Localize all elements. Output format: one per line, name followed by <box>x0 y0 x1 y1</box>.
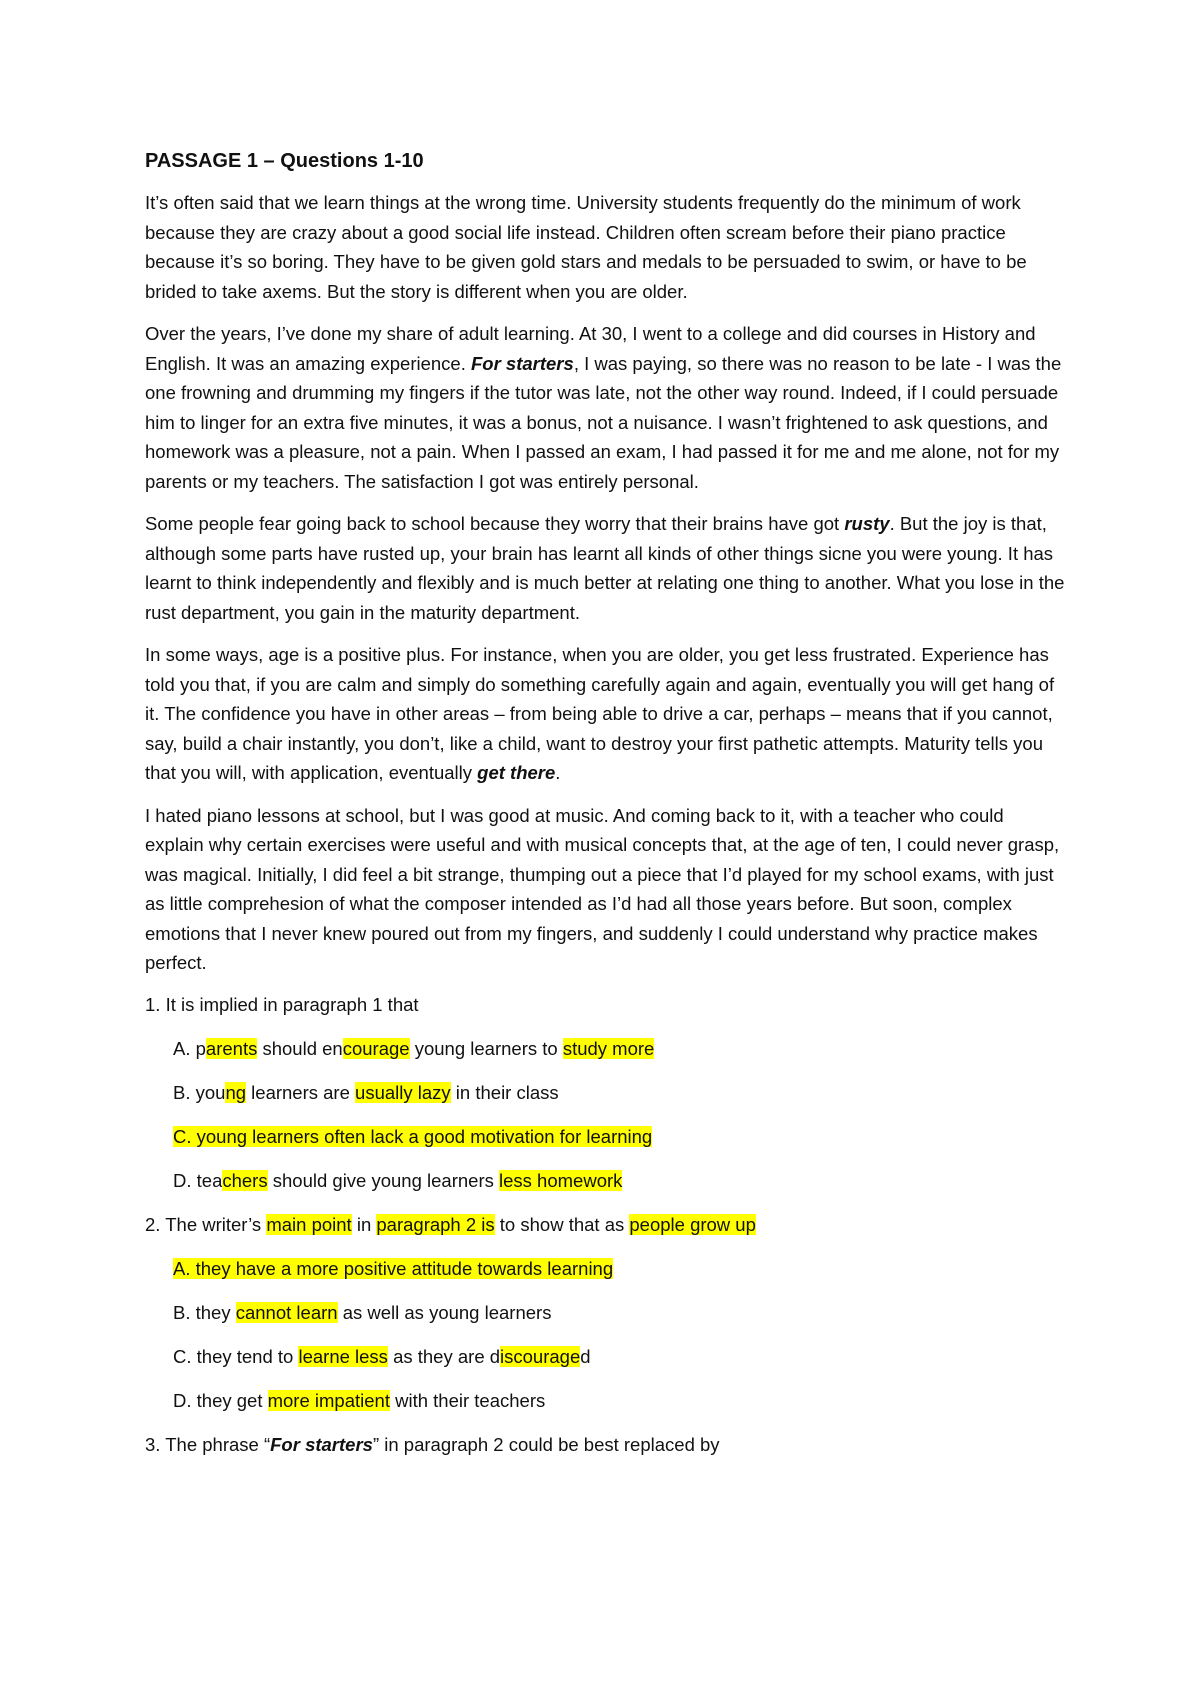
question-2-option-a <box>173 1255 1065 1283</box>
option-text: B. you <box>173 1081 226 1103</box>
option-text: young learners to <box>409 1037 563 1059</box>
question-1-option-b <box>173 1079 1065 1107</box>
option-text: A. p <box>173 1037 206 1059</box>
highlighted-answer: A. they have a more positive attitude towards learning <box>173 1257 614 1279</box>
emphasis-for-starters: For starters <box>470 352 574 374</box>
question-2-option-b <box>173 1299 1065 1327</box>
question-1-option-a <box>173 1035 1065 1063</box>
highlight: less homework <box>499 1169 623 1191</box>
highlighted-answer: C. young learners often lack a good motivation for learning <box>173 1125 653 1147</box>
highlight: main point <box>266 1213 352 1235</box>
paragraph-1: It’s often said that we learn things at the wrong time. University students frequently do the minimum of work because they are crazy about a good social life instead. Children often scream before their piano practice because it’s so boring. They have to be given gold stars and medals to be persuaded to swim, or have to be brided to take axems. But the story is different when you are older. <box>145 192 1027 302</box>
question-3-stem <box>145 1431 1065 1459</box>
option-text: learners are <box>246 1081 356 1103</box>
paragraph-4 <box>145 640 1065 788</box>
stem-text: 2. The writer’s <box>145 1213 267 1235</box>
option-text: as they are d <box>387 1345 501 1367</box>
highlight: more impatient <box>267 1389 390 1411</box>
question-2-option-c <box>173 1343 1065 1371</box>
highlight: cannot learn <box>235 1301 338 1323</box>
option-text: should en <box>257 1037 343 1059</box>
option-text: should give young learners <box>267 1169 500 1191</box>
emphasis-get-there: get there <box>477 762 556 783</box>
paragraph-2-text-a: Over the years, I’ve done my share of adult learning. At 30, I went to a college and did courses in History and English. It was an amazing experience. <box>145 323 1036 374</box>
stem-text: 3. The phrase “ <box>145 1433 271 1455</box>
option-text: C. they tend to <box>173 1345 299 1367</box>
paragraph-4-text-a: In some ways, age is a positive plus. For instance, when you are older, you get less frustrated. Experience has told you that, if you are calm and simply do something carefully again and again, eventually you will get hang of it. The confidence you have in other areas – from being able to drive a car, perhaps – means that if you cannot, say, build a chair instantly, you don’t, like a child, want to destroy your first pathetic attempts. Maturity tells you that you will, with application, eventually <box>145 644 1055 783</box>
option-text: in their class <box>450 1081 559 1103</box>
question-1-stem: 1. It is implied in paragraph 1 that <box>145 993 419 1015</box>
highlight: chers <box>222 1169 268 1191</box>
emphasis-rusty: rusty <box>844 513 890 534</box>
emphasis-for-starters: For starters <box>270 1433 373 1455</box>
document-content <box>145 148 1065 1475</box>
passage-title: PASSAGE 1 – Questions 1-10 <box>145 150 424 172</box>
stem-text: ” in paragraph 2 could be best replaced by <box>372 1433 720 1455</box>
highlight: people grow up <box>629 1213 756 1235</box>
option-text: D. they get <box>173 1389 268 1411</box>
highlight: courage <box>342 1037 410 1059</box>
highlight: study more <box>562 1037 655 1059</box>
highlight: usually lazy <box>355 1081 451 1103</box>
question-1-option-c <box>173 1123 1065 1151</box>
option-text: B. they <box>173 1301 236 1323</box>
paragraph-4-text-b: . <box>555 762 561 783</box>
paragraph-2 <box>145 319 1065 496</box>
paragraph-3-text-a: Some people fear going back to school because they worry that their brains have got <box>145 513 845 534</box>
highlight: ng <box>225 1081 247 1103</box>
option-text: d <box>580 1345 591 1367</box>
question-1-option-d <box>173 1167 1065 1195</box>
paragraph-3 <box>145 509 1065 627</box>
stem-text: to show that as <box>494 1213 630 1235</box>
question-2-option-d <box>173 1387 1065 1415</box>
option-text: as well as young learners <box>337 1301 552 1323</box>
highlight: iscourage <box>500 1345 581 1367</box>
highlight: learne less <box>298 1345 388 1367</box>
stem-text: in <box>351 1213 377 1235</box>
question-2-stem <box>145 1211 1065 1239</box>
paragraph-2-text-b: , I was paying, so there was no reason to be late - I was the one frowning and drumming my fingers if the tutor was late, not the other way round. Indeed, if I could persuade him to linger for an extra five minutes, it was a bonus, not a nuisance. I wasn’t frightened to ask questions, and homework was a pleasure, not a pain. When I passed an exam, I had passed it for me and me alone, not for my parents or my teachers. The satisfaction I got was entirely personal. <box>145 352 1062 492</box>
option-text: D. tea <box>173 1169 223 1191</box>
highlight: paragraph 2 is <box>376 1213 495 1235</box>
paragraph-3-text-b: . But the joy is that, although some parts have rusted up, your brain has learnt all kinds of other things sicne you were young. It has learnt to think independently and flexibly and is much better at relating one thing to another. What you lose in the rust department, you gain in the maturity department. <box>145 513 1065 623</box>
option-text: with their teachers <box>389 1389 546 1411</box>
paragraph-5: I hated piano lessons at school, but I was good at music. And coming back to it, with a teacher who could explain why certain exercises were useful and with musical concepts that, at the age of ten, I could never grasp, was magical. Initially, I did feel a bit strange, thumping out a piece that I’d played for my school exams, with just as little comprehesion of what the composer intended as I’d had all those years before. But soon, complex emotions that I never knew poured out from my fingers, and suddenly I could understand why practice makes perfect. <box>145 804 1060 973</box>
highlight: arents <box>205 1037 258 1059</box>
